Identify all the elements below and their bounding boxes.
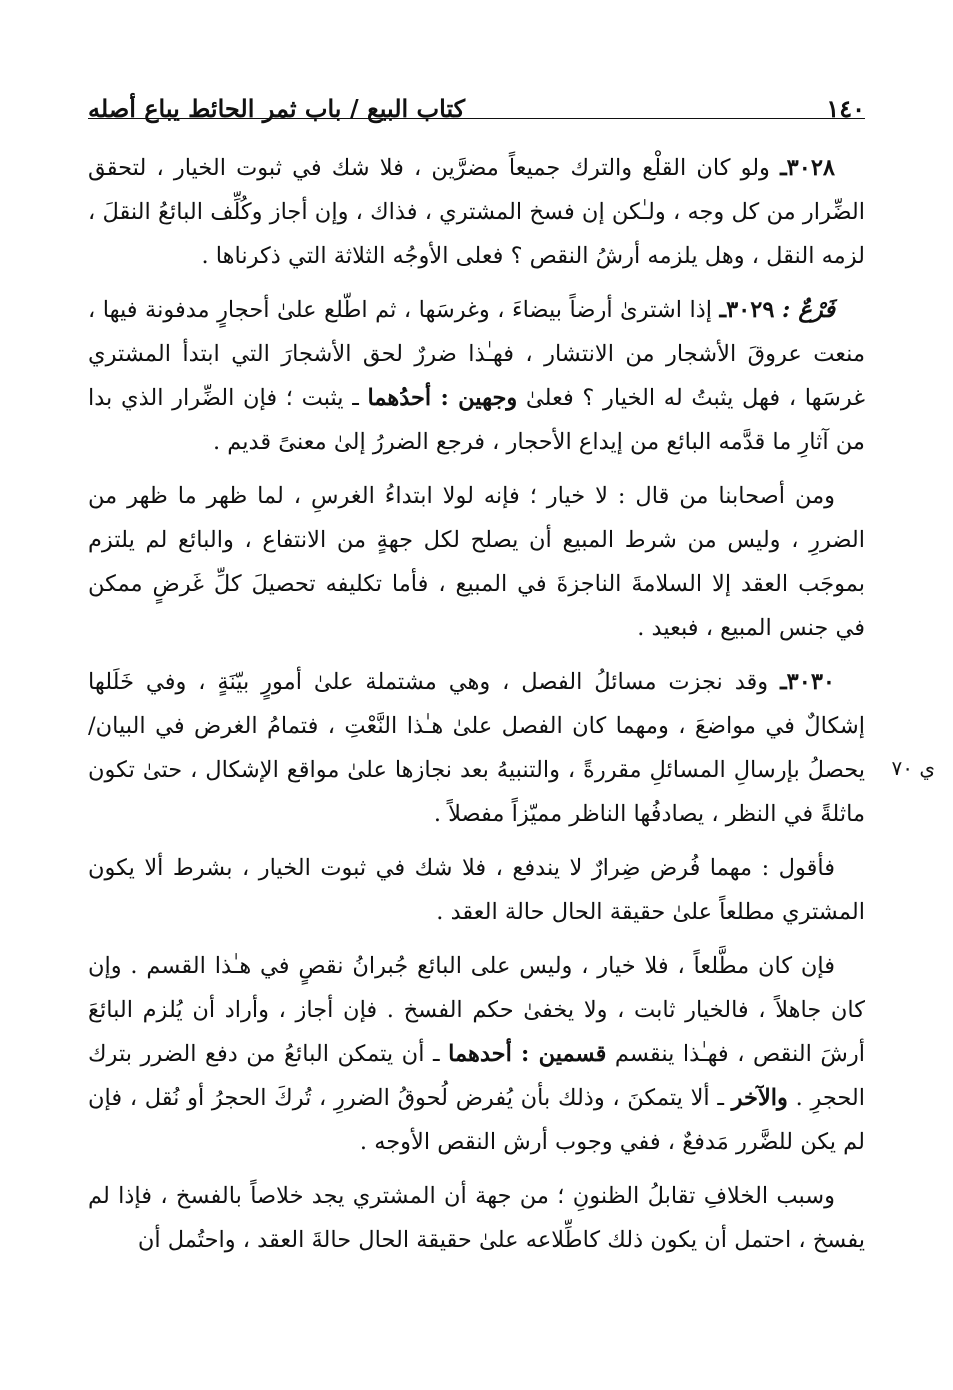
bold-phrase: قسمين : أحدهما <box>448 1041 607 1067</box>
paragraph-text: ـ ألا يتمكنَ ، وذلك بأن يُفرض لُحوقُ الضررِ ، تُركَ الحجرُ أو نُقل ، فإن لم يكن للضَّرر مَدفعٌ ، ففي وجوب أرش النقص الأوجه . <box>88 1085 865 1155</box>
page-number: ١٤٠ <box>826 93 865 123</box>
paragraph-in-kana <box>88 944 865 1164</box>
page-header <box>88 88 865 128</box>
header-rule <box>88 118 865 119</box>
margin-folio-note: ي ٧٠ <box>891 756 935 780</box>
paragraph-text: فإن كان مطَّلعاً ، فلا خيار ، وليس على البائع جُبرانُ نقصٍ في هـٰذا القسم . وإن كان جاهلاً ، فالخيار ثابت ، ولا يخفىٰ حكم الفسخ . فإن أجاز ، وأراد أن يُلزم البائعَ أرشَ النقص ، فهـٰذا ينقسم <box>88 953 865 1067</box>
paragraph-text: وقد نجزت مسائلُ الفصل ، وهي مشتملة علىٰ أمورٍ بيّنَةٍ ، وفي خَلَلها إشكالٌ في مواضعَ ، ومهما كان الفصل علىٰ هـٰذا النَّعْتِ ، فتمامُ الغرض في البيان/ يحصلُ بإرسالِ المسائلِ مقررةً ، والتنبيهُ بعد نجازها علىٰ مواقع الإشكال ، حتىٰ تكون ماثلةً في النظر ، يصادفُها الناظر مميّزاً مفصلاً . <box>88 669 865 827</box>
bold-phrase: وجهين : أحدُهما <box>367 385 518 411</box>
paragraph-aqul <box>88 846 865 934</box>
paragraph-number: ٣٠٣٠ـ <box>780 669 835 695</box>
paragraph-other-view <box>88 474 865 650</box>
paragraph-number: ٣٠٢٩ـ <box>719 297 775 323</box>
far-label: فَرْعٌ : <box>781 297 836 323</box>
paragraph-text: ـ يثبت ؛ فإن الضِّرار الذي بدا من آثارِ ما قدَّمه البائع من إيداع الأحجار ، فرجع الضررُ إلىٰ معنىً قديم . <box>88 385 865 455</box>
paragraph-text: وسبب الخلافِ تقابلُ الظنونِ ؛ من جهة أن المشتري يجد خلاصاً بالفسخ ، فإذا لم يفسخ ، احتمل أن يكون ذلك كاطِّلاعه علىٰ حقيقة الحال حالةَ العقد ، واحتُمل أن <box>88 1183 865 1253</box>
paragraph-3028 <box>88 146 865 278</box>
document-body <box>88 146 865 1272</box>
bold-phrase: والآخر <box>731 1085 788 1111</box>
paragraph-number: ٣٠٢٨ـ <box>780 155 835 181</box>
paragraph-text: ولو كان القلْع والترك جميعاً مضرَّين ، فلا شك في ثبوت الخيار ، لتحقق الضِّرار من كل وجه ، ولـٰكن إن فسخ المشتري ، فذاك ، وإن أجاز وكُلِّف البائعُ النقلَ ، لزمه النقل ، وهل يلزمه أرشُ النقص ؟ فعلى الأوجُه الثلاثة التي ذكرناها . <box>88 155 865 269</box>
paragraph-text: ومن أصحابنا من قال : لا خيار ؛ فإنه لولا ابتداءُ الغرسِ ، لما ظهر ما ظهر من الضررِ ، وليس من شرط المبيع أن يصلح لكل جهةٍ من الانتفاع ، والبائع لم يلتزم بموجَب العقد إلا السلامةَ الناجزةَ في المبيع ، فأما تكليفه تحصيلَ كلِّ غَرضٍ ممكن في جنس المبيع ، فبعيد . <box>88 483 865 641</box>
paragraph-text: ـ أن يتمكن البائعُ من دفع الضرر بترك الحجرِ . <box>88 1041 866 1111</box>
paragraph-3029 <box>88 288 865 464</box>
running-title: كتاب البيع / باب ثمر الحائط يباع أصله <box>88 93 466 123</box>
paragraph-text: فأقول : مهما فُرض ضِرارٌ لا يندفع ، فلا شك في ثبوت الخيار ، بشرط ألا يكون المشتري مطلعاً علىٰ حقيقة الحال حالة العقد . <box>88 855 865 925</box>
paragraph-reason <box>88 1174 865 1262</box>
paragraph-text: إذا اشترىٰ أرضاً بيضاءَ ، وغرسَها ، ثم اطّلع علىٰ أحجارٍ مدفونة فيها ، منعت عروقَ الأشجار من الانتشار ، فهـٰذا ضررٌ لحق الأشجارَ التي ابتدأ المشتري غرسَها ، فهل يثبتُ له الخيار ؟ فعلىٰ <box>88 297 866 411</box>
paragraph-3030 <box>88 660 865 836</box>
